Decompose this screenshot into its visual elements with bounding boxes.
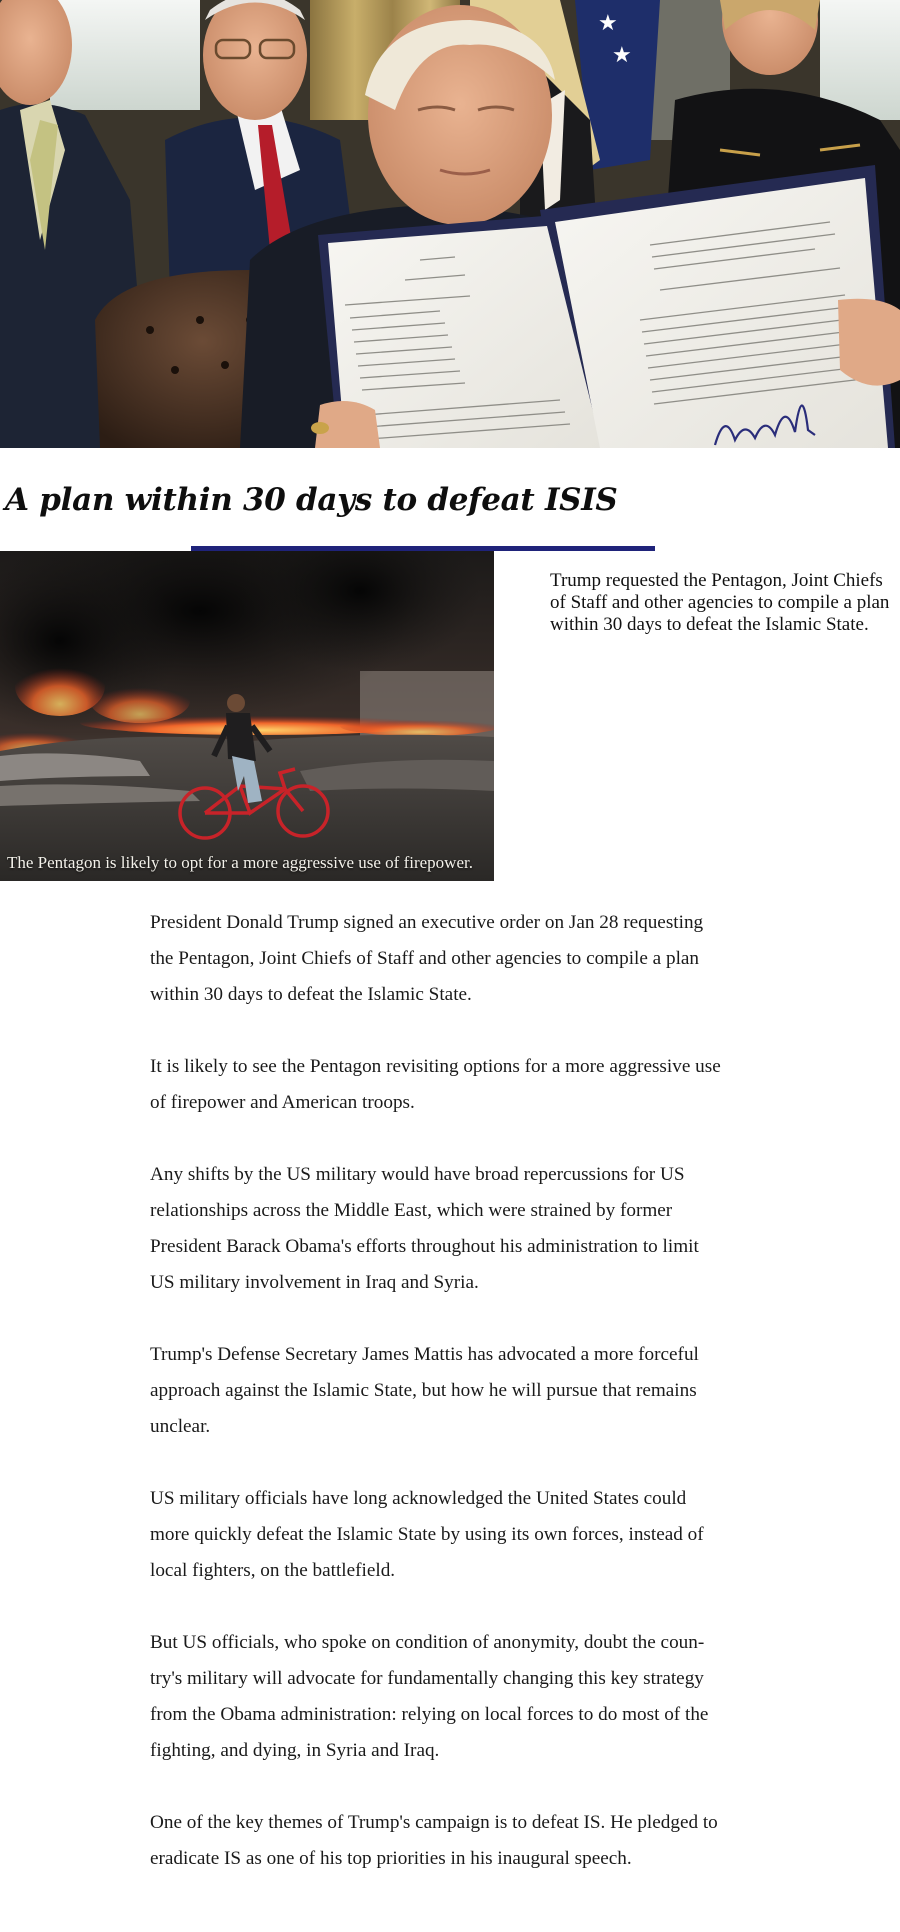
article-headline: A plan within 30 days to defeat ISIS bbox=[5, 482, 618, 518]
body-paragraph: Any shifts by the US military would have broad repercussions for US relationships across the Middle East, which were strained by former President Barack Obama's efforts throughout his administration to limit US military involvement in Iraq and Syria. bbox=[150, 1164, 699, 1293]
body-paragraph: It is likely to see the Pentagon revisiting options for a more aggressive use of firepower and American troops. bbox=[150, 1056, 721, 1113]
article-summary: Trump requested the Pentagon, Joint Chiefs of Staff and other agencies to compile a plan within 30 days to defeat the Islamic State. bbox=[550, 570, 890, 635]
body-paragraph: But US officials, who spoke on condition of anonymity, doubt the country's military will advocate for fundamentally changing this key strategy from the Obama administration: relying on local forces to do most of the fighting, and dying, in Syria and Iraq. bbox=[150, 1632, 709, 1761]
body-paragraph: One of the key themes of Trump's campaign is to defeat IS. He pledged to eradicate IS as one of his top priorities in his inaugural speech. bbox=[150, 1812, 718, 1869]
svg-text:★: ★ bbox=[612, 43, 632, 68]
svg-text:★: ★ bbox=[598, 11, 618, 36]
body-paragraph: Trump's Defense Secretary James Mattis has advocated a more forceful approach against the Islamic State, but how he will pursue that remains unclear. bbox=[150, 1344, 699, 1437]
feature-photo bbox=[0, 551, 494, 881]
body-paragraph: US military officials have long acknowledged the United States could more quickly defeat the Islamic State by using its own forces, instead of local fighters, on the battlefield. bbox=[150, 1488, 704, 1581]
article-body bbox=[150, 905, 725, 1913]
photo-caption: The Pentagon is likely to opt for a more aggressive use of firepower. bbox=[7, 853, 473, 872]
hero-photo bbox=[0, 0, 900, 448]
body-paragraph: President Donald Trump signed an executive order on Jan 28 requesting the Pentagon, Joint Chiefs of Staff and other agencies to compile a plan within 30 days to defeat the Islamic State. bbox=[150, 912, 704, 1005]
